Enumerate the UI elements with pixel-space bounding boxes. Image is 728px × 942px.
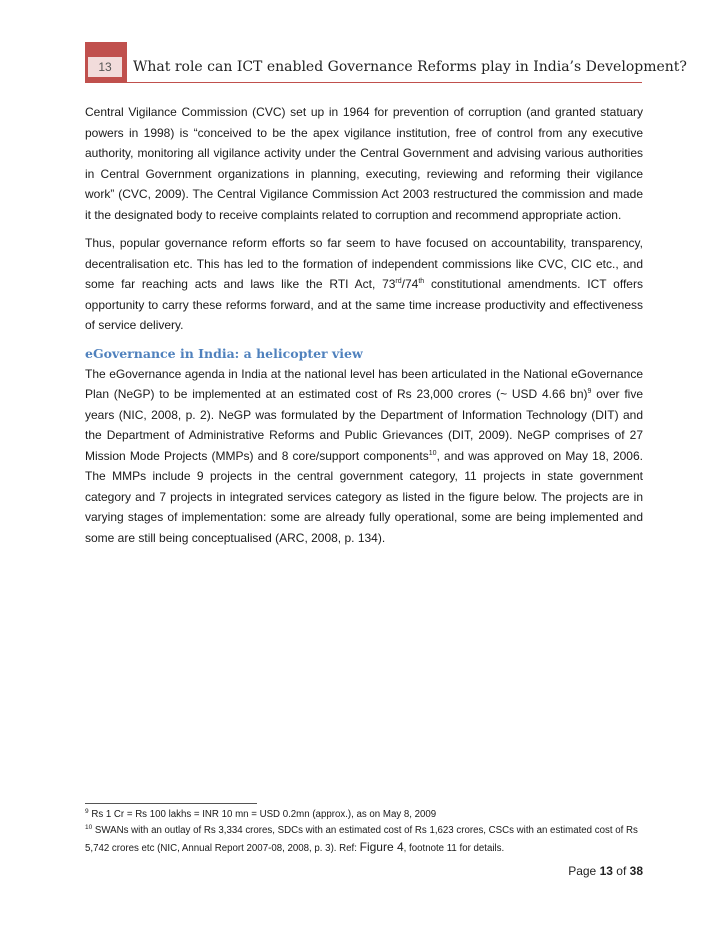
paragraph-negp-text-3: , and was approved on May 18, 2006. The MMPs include 9 projects in the central government category, 11 projects in state government category and 7 projects in integrated services category as listed in the figure below. The projects are in varying stages of implementation: some are already fully operational, some are being implemented and some are still being conceptualised (ARC, 2008, p. 134). — [85, 448, 643, 545]
header-title: What role can ICT enabled Governance Reforms play in India’s Development? — [133, 59, 687, 75]
paragraph-negp — [85, 364, 643, 549]
footnotes — [85, 807, 645, 857]
footer-page-label: Page — [568, 864, 597, 878]
section-heading: eGovernance in India: a helicopter view — [85, 345, 363, 361]
paragraph-reform-efforts — [85, 233, 643, 336]
superscript-rd: rd — [395, 278, 402, 285]
page-footer — [540, 863, 643, 879]
footnote-10-marker: 10 — [85, 823, 93, 831]
footnote-10 — [85, 823, 645, 857]
header-page-number: 13 — [88, 57, 122, 77]
paragraph-negp-text-1: The eGovernance agenda in India at the national level has been articulated in the National eGovernance Plan (NeGP) to be implemented at an estimated cost of Rs 23,000 crores (~ USD 4.66 bn) — [85, 366, 643, 401]
footnote-9-text: Rs 1 Cr = Rs 100 lakhs = INR 10 mn = USD 0.2mn (approx.), as on May 8, 2009 — [88, 809, 437, 820]
superscript-th: th — [418, 278, 425, 285]
paragraph-reform-text-3: constitutional amendments. ICT offers opportunity to carry these reforms forward, and at the same time increase productivity and effectiveness of service delivery. — [85, 277, 643, 332]
footnote-separator — [85, 803, 257, 804]
document-body — [85, 102, 643, 556]
footnote-ref-10[interactable]: 10 — [428, 449, 437, 457]
paragraph-cvc: Central Vigilance Commission (CVC) set up in 1964 for prevention of corruption (and granted statuary powers in 1998) is “conceived to be the apex vigilance institution, free of control from any executive authority, monitoring all vigilance activity under the Central Government and advising various authorities in Central Government organizations in planning, executing, reviewing and reforming their vigilance work” (CVC, 2009). The Central Vigilance Commission Act 2003 restructured the commission and made it the designated body to receive complaints related to corruption and recommend appropriate action. — [85, 105, 643, 222]
footnote-ref-9[interactable]: 9 — [587, 388, 592, 395]
footnote-10-tail: , footnote 11 for details. — [403, 843, 505, 854]
footer-of-label: of — [616, 864, 627, 878]
paragraph-negp-text-2: over five years (NIC, 2008, p. 2). NeGP was formulated by the Department of Information Technology (DIT) and the Department of Administrative Reforms and Public Grievances (DIT, 2009). NeGP comprises of 27 Mission Mode Projects (MMPs) and 8 core/support components — [85, 387, 643, 463]
footnote-9 — [85, 807, 645, 823]
footer-total-pages: 38 — [629, 864, 643, 878]
footer-current-page: 13 — [599, 864, 613, 878]
paragraph-reform-text-1: Thus, popular governance reform efforts so far seem to have focused on accountability, transparency, decentralisation etc. This has led to the formation of independent commissions like CVC, CIC etc., and some far reaching acts and laws like the RTI Act, 73 — [85, 236, 643, 291]
page-number-tab — [85, 42, 127, 82]
paragraph-reform-text-2: /74 — [401, 277, 419, 291]
figure-4-link[interactable]: Figure 4 — [359, 840, 404, 854]
running-header — [85, 42, 687, 83]
footnote-9-marker: 9 — [85, 807, 89, 815]
footnote-10-text: SWANs with an outlay of Rs 3,334 crores, SDCs with an estimated cost of Rs 1,623 crores, CSCs with an estimated cost of Rs 5,742 crores etc (NIC, Annual Report 2007-08, 2008, p. 3). Ref: — [85, 825, 638, 854]
